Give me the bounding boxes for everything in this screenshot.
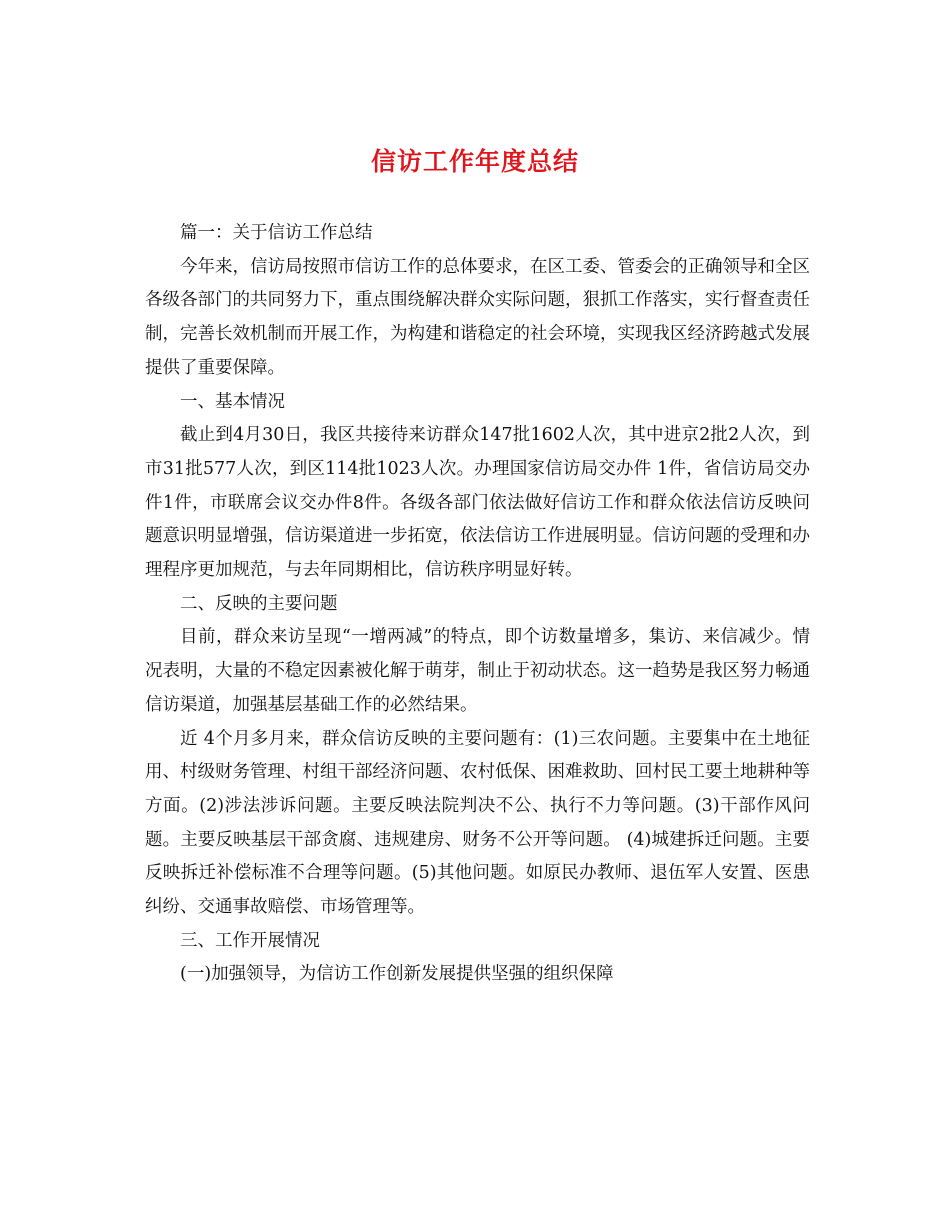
subsection-heading-leadership: (一)加强领导，为信访工作创新发展提供坚强的组织保障 <box>180 964 614 985</box>
section-heading-work-progress: 三、工作开展情况 <box>180 930 320 951</box>
section-heading-main-issues: 二、反映的主要问题 <box>180 593 338 614</box>
basic-situation-paragraph: 截止到4月30日，我区共接待来访群众147批1602人次，其中进京2批2人次，到市31批577人次，到区114批1023人次。办理国家信访局交办件 1件，省信访局交办件1件，市联席会议交办件8件。各级各部门依法做好信访工作和群众依法信访反映问题意识明显增强，信访渠道进一步拓宽，依法信访工作进展明显。信访问题的受理和办理程序更加规范，与去年同期相比，信访秩序明显好转。 <box>145 425 810 581</box>
section-heading-basic-situation: 一、基本情况 <box>180 391 285 412</box>
section-heading-part-one: 篇一：关于信访工作总结 <box>180 223 373 243</box>
document-title: 信访工作年度总结 <box>370 147 579 176</box>
document-body <box>145 217 810 992</box>
intro-paragraph: 今年来，信访局按照市信访工作的总体要求，在区工委、管委会的正确领导和全区各级各部门的共同努力下，重点围绕解决群众实际问题，狠抓工作落实，实行督查责任制，完善长效机制而开展工作，为构建和谐稳定的社会环境，实现我区经济跨越式发展提供了重要保障。 <box>145 256 810 378</box>
main-issues-paragraph-1: 目前，群众来访呈现“一增两减”的特点，即个访数量增多，集访、来信减少。情况表明，大量的不稳定因素被化解于萌芽，制止于初动状态。这一趋势是我区努力畅通信访渠道，加强基层基础工作的必然结果。 <box>145 627 810 715</box>
main-issues-paragraph-2: 近 4个月多月来，群众信访反映的主要问题有：(1)三农问题。主要集中在土地征用、村级财务管理、村组干部经济问题、农村低保、困难救助、回村民工要土地耕种等方面。(2)涉法涉诉问题。主要反映法院判决不公、执行不力等问题。(3)干部作风问题。主要反映基层干部贪腐、违规建房、财务不公开等问题。 (4)城建拆迁问题。主要反映拆迁补偿标准不合理等问题。(5)其他问题。如原民办教师、退伍军人安置、医患纠纷、交通事故赔偿、市场管理等。 <box>145 728 810 918</box>
